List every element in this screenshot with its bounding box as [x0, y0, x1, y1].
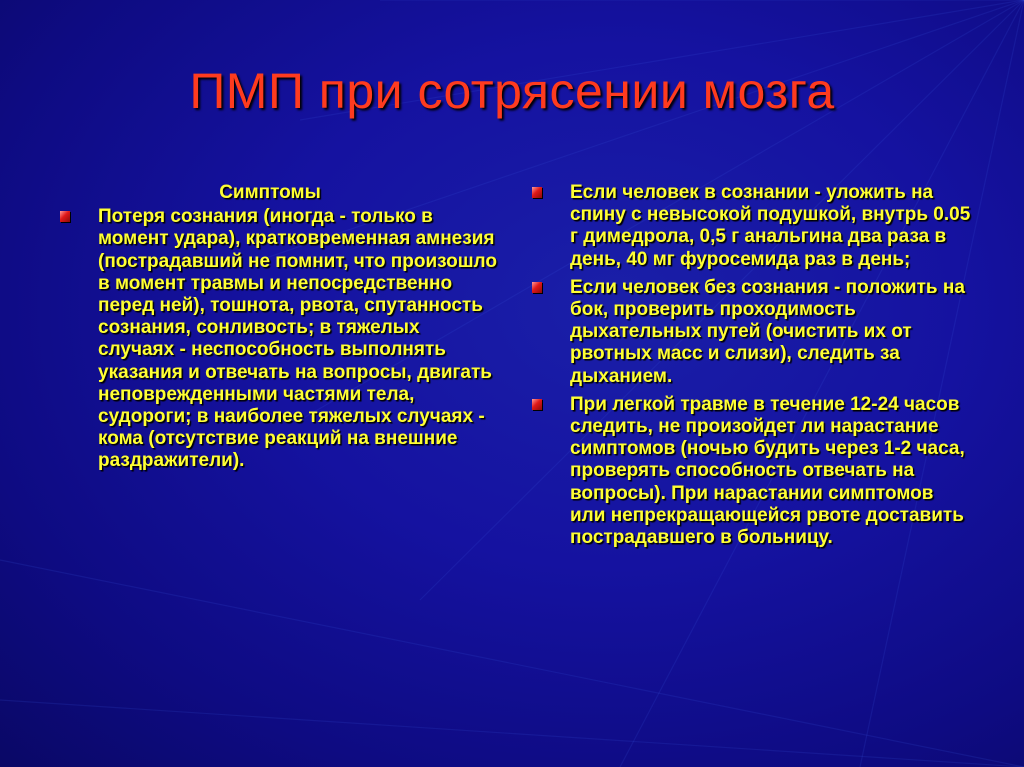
square-bullet-icon [532, 282, 542, 293]
symptoms-column [60, 182, 500, 479]
first-aid-column [532, 182, 972, 555]
slide-title: ПМП при сотрясении мозга [189, 63, 835, 119]
list-item [532, 277, 972, 388]
list-item-text: Если человек без сознания - положить на бок, проверить проходимость дыхательных путей (очистить их от рвотных масс и слизи), следить за дыханием. [570, 276, 965, 387]
list-item-text: Потеря сознания (иногда - только в момент удара), кратковременная амнезия (пострадавший не помнит, что произошло в момент травмы и непосредственно перед ней), тошнота, рвота, спутанность сознания, сонливость; в тяжелых случаях - неспособность выполнять указания и отвечать на вопросы, двигать неповрежденными частями тела, судороги; в наиболее тяжелых случаях - кома (отсутствие реакций на внешние раздражители). [98, 206, 497, 472]
list-item-text: Если человек в сознании - уложить на спину с невысокой подушкой, внутрь 0.05 г димедрола, 0,5 г анальгина два раза в день, 40 мг фуросемида раз в день; [570, 182, 971, 270]
list-item [60, 206, 500, 472]
list-item [532, 182, 972, 271]
square-bullet-icon [60, 211, 70, 222]
list-item-text: При легкой травме в течение 12-24 часов следить, не произойдет ли нарастание симптомов (ночью будить через 1-2 часа, проверять способность отвечать на вопросы). При нарастании симптомов или непрекращающейся рвоте доставить пострадавшего в больницу. [570, 393, 965, 549]
square-bullet-icon [532, 399, 542, 410]
symptoms-heading: Симптомы [219, 182, 321, 203]
square-bullet-icon [532, 187, 542, 198]
list-item [532, 394, 972, 549]
